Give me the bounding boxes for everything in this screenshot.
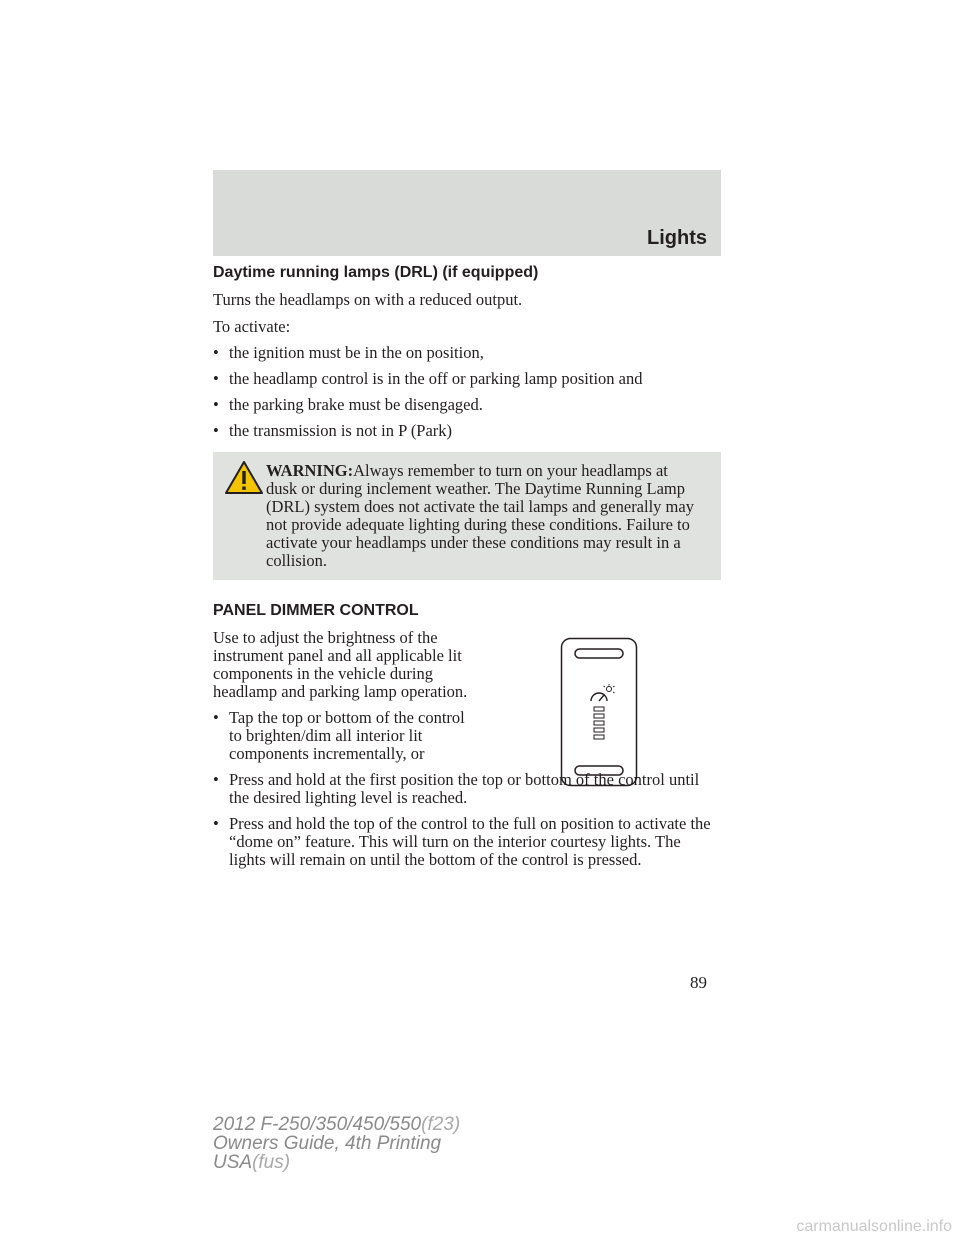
drl-bullet-list (213, 344, 721, 440)
document-imprint (213, 1115, 460, 1172)
imprint-model: 2012 F-250/350/450/550 (213, 1114, 422, 1135)
watermark: carmanualsonline.info (796, 1218, 952, 1235)
warning-box (213, 452, 721, 580)
drl-intro: Turns the headlamps on with a reduced output. (213, 290, 523, 309)
section-header-band (213, 170, 721, 256)
warning-triangle-icon (224, 460, 264, 496)
warning-first-line (224, 462, 710, 480)
imprint-model-code: (f23) (421, 1114, 461, 1135)
imprint-edition: Owners Guide, 4th Printing (213, 1133, 442, 1154)
list-item: • the ignition must be in the on position, (213, 343, 484, 362)
bullet-icon: • (213, 369, 219, 388)
page-content (213, 264, 721, 869)
bullet-icon: • (213, 814, 219, 833)
page-number: 89 (690, 973, 707, 992)
warning-text-line1: Always remember to turn on your headlamps at (353, 461, 668, 480)
bullet-icon: • (213, 708, 219, 727)
warning-label: WARNING: (266, 461, 354, 480)
list-item: • the transmission is not in P (Park) (213, 421, 453, 440)
drl-heading: Daytime running lamps (DRL) (if equipped) (213, 264, 539, 281)
list-item: • Tap the top or bottom of the control to brighten/dim all interior lit components incrementally, or (213, 708, 465, 763)
bullet-icon: • (213, 770, 219, 789)
bullet-icon: • (213, 421, 219, 440)
panel-dimmer-switch-icon (560, 637, 638, 787)
list-item: • Press and hold the top of the control to the full on position to activate the “dome on” feature. This will turn on the interior courtesy lights. The lights will remain on until the bottom of the control is pressed. (213, 814, 711, 869)
imprint-market-code: (fus) (252, 1152, 291, 1173)
list-item: • the parking brake must be disengaged. (213, 395, 483, 414)
drl-activate-label: To activate: (213, 317, 291, 336)
bullet-icon: • (213, 395, 219, 414)
section-title: Lights (647, 227, 707, 249)
dimmer-bullet-list (213, 709, 721, 869)
dimmer-heading: PANEL DIMMER CONTROL (213, 602, 419, 619)
bullet-icon: • (213, 343, 219, 362)
list-item: • the headlamp control is in the off or parking lamp position and (213, 369, 643, 388)
imprint-market: USA (213, 1152, 253, 1173)
warning-text-continuation: dusk or during inclement weather. The Daytime Running Lamp (DRL) system does not activate the tail lamps and generally may not provide adequate lighting during these conditions. Failure to activate your headlamps under these conditions may result in a collision. (266, 479, 694, 570)
list-item: • Press and hold at the first position the top or bottom of the control until the desired lighting level is reached. (213, 770, 700, 807)
dimmer-intro: Use to adjust the brightness of the instrument panel and all applicable lit components in the vehicle during headlamp and parking lamp operation. (213, 628, 468, 701)
dimmer-section (213, 629, 721, 869)
